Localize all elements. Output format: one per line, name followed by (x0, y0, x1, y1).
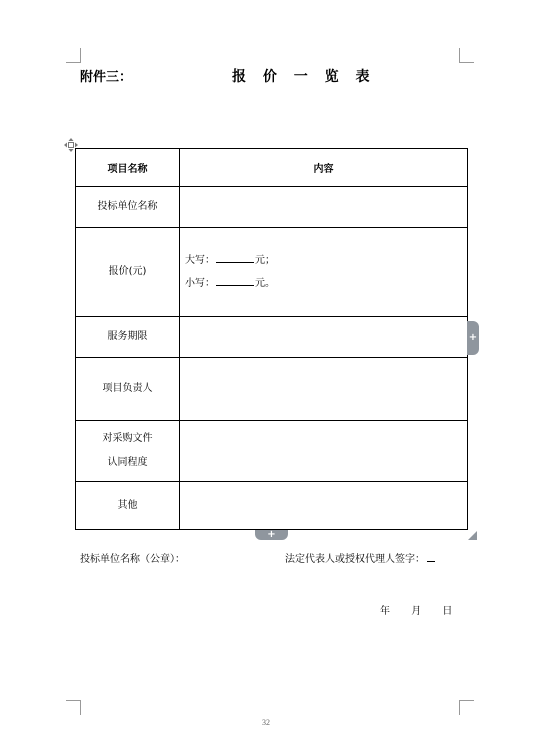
table-row (76, 482, 468, 530)
table-row (76, 317, 468, 358)
row-label-service-period: 服务期限 (76, 317, 180, 358)
table-row (76, 421, 468, 482)
quotation-table (75, 148, 468, 530)
cell-bidder-value[interactable] (180, 187, 468, 228)
header-content: 内容 (180, 149, 468, 187)
date-line (380, 602, 470, 617)
add-row-button[interactable]: + (255, 530, 288, 540)
table-row (76, 358, 468, 421)
add-column-button[interactable]: + (467, 321, 479, 355)
row-label-other: 其他 (76, 482, 180, 530)
row-label-bidder: 投标单位名称 (76, 187, 180, 228)
page-number: 32 (262, 718, 270, 727)
row-label-recognition (76, 421, 180, 482)
cell-price-value[interactable] (180, 228, 468, 317)
header-project-name: 项目名称 (76, 149, 180, 187)
date-month: 月 (411, 606, 422, 617)
date-day: 日 (442, 606, 453, 617)
crop-mark-bottom-right (459, 700, 474, 715)
price-lower-prefix: 小写： (185, 278, 215, 289)
annex-label: 附件三： (80, 70, 133, 85)
bidder-seal-label: 投标单位名称（公章）： (80, 554, 185, 565)
crop-mark-top-left (66, 48, 81, 63)
cell-service-period-value[interactable] (180, 317, 468, 358)
legal-signature-line (285, 550, 435, 565)
price-lower-line (185, 272, 467, 295)
price-upper-blank[interactable] (216, 252, 254, 263)
legal-signature-blank[interactable] (427, 551, 435, 562)
price-upper-prefix: 大写： (185, 255, 215, 266)
price-lower-blank[interactable] (216, 275, 254, 286)
document-title: 报 价 一 览 表 (232, 69, 376, 85)
recognition-line-1: 对采购文件 (102, 433, 153, 444)
cell-recognition-value[interactable] (180, 421, 468, 482)
table-row (76, 187, 468, 228)
recognition-line-2: 认同程度 (107, 457, 148, 468)
cell-project-leader-value[interactable] (180, 358, 468, 421)
price-upper-line (185, 249, 467, 272)
cell-other-value[interactable] (180, 482, 468, 530)
crop-mark-bottom-left (66, 700, 81, 715)
table-row (76, 228, 468, 317)
crop-mark-top-right (459, 48, 474, 63)
date-year: 年 (380, 606, 390, 617)
table-resize-handle-icon[interactable] (468, 531, 477, 540)
table-header-row (76, 149, 468, 187)
price-lower-suffix: 元。 (255, 278, 275, 289)
legal-signature-label: 法定代表人或授权代理人签字： (285, 554, 425, 565)
price-upper-suffix: 元； (255, 255, 275, 266)
row-label-project-leader: 项目负责人 (76, 358, 180, 421)
row-label-price: 报价(元) (76, 228, 180, 317)
